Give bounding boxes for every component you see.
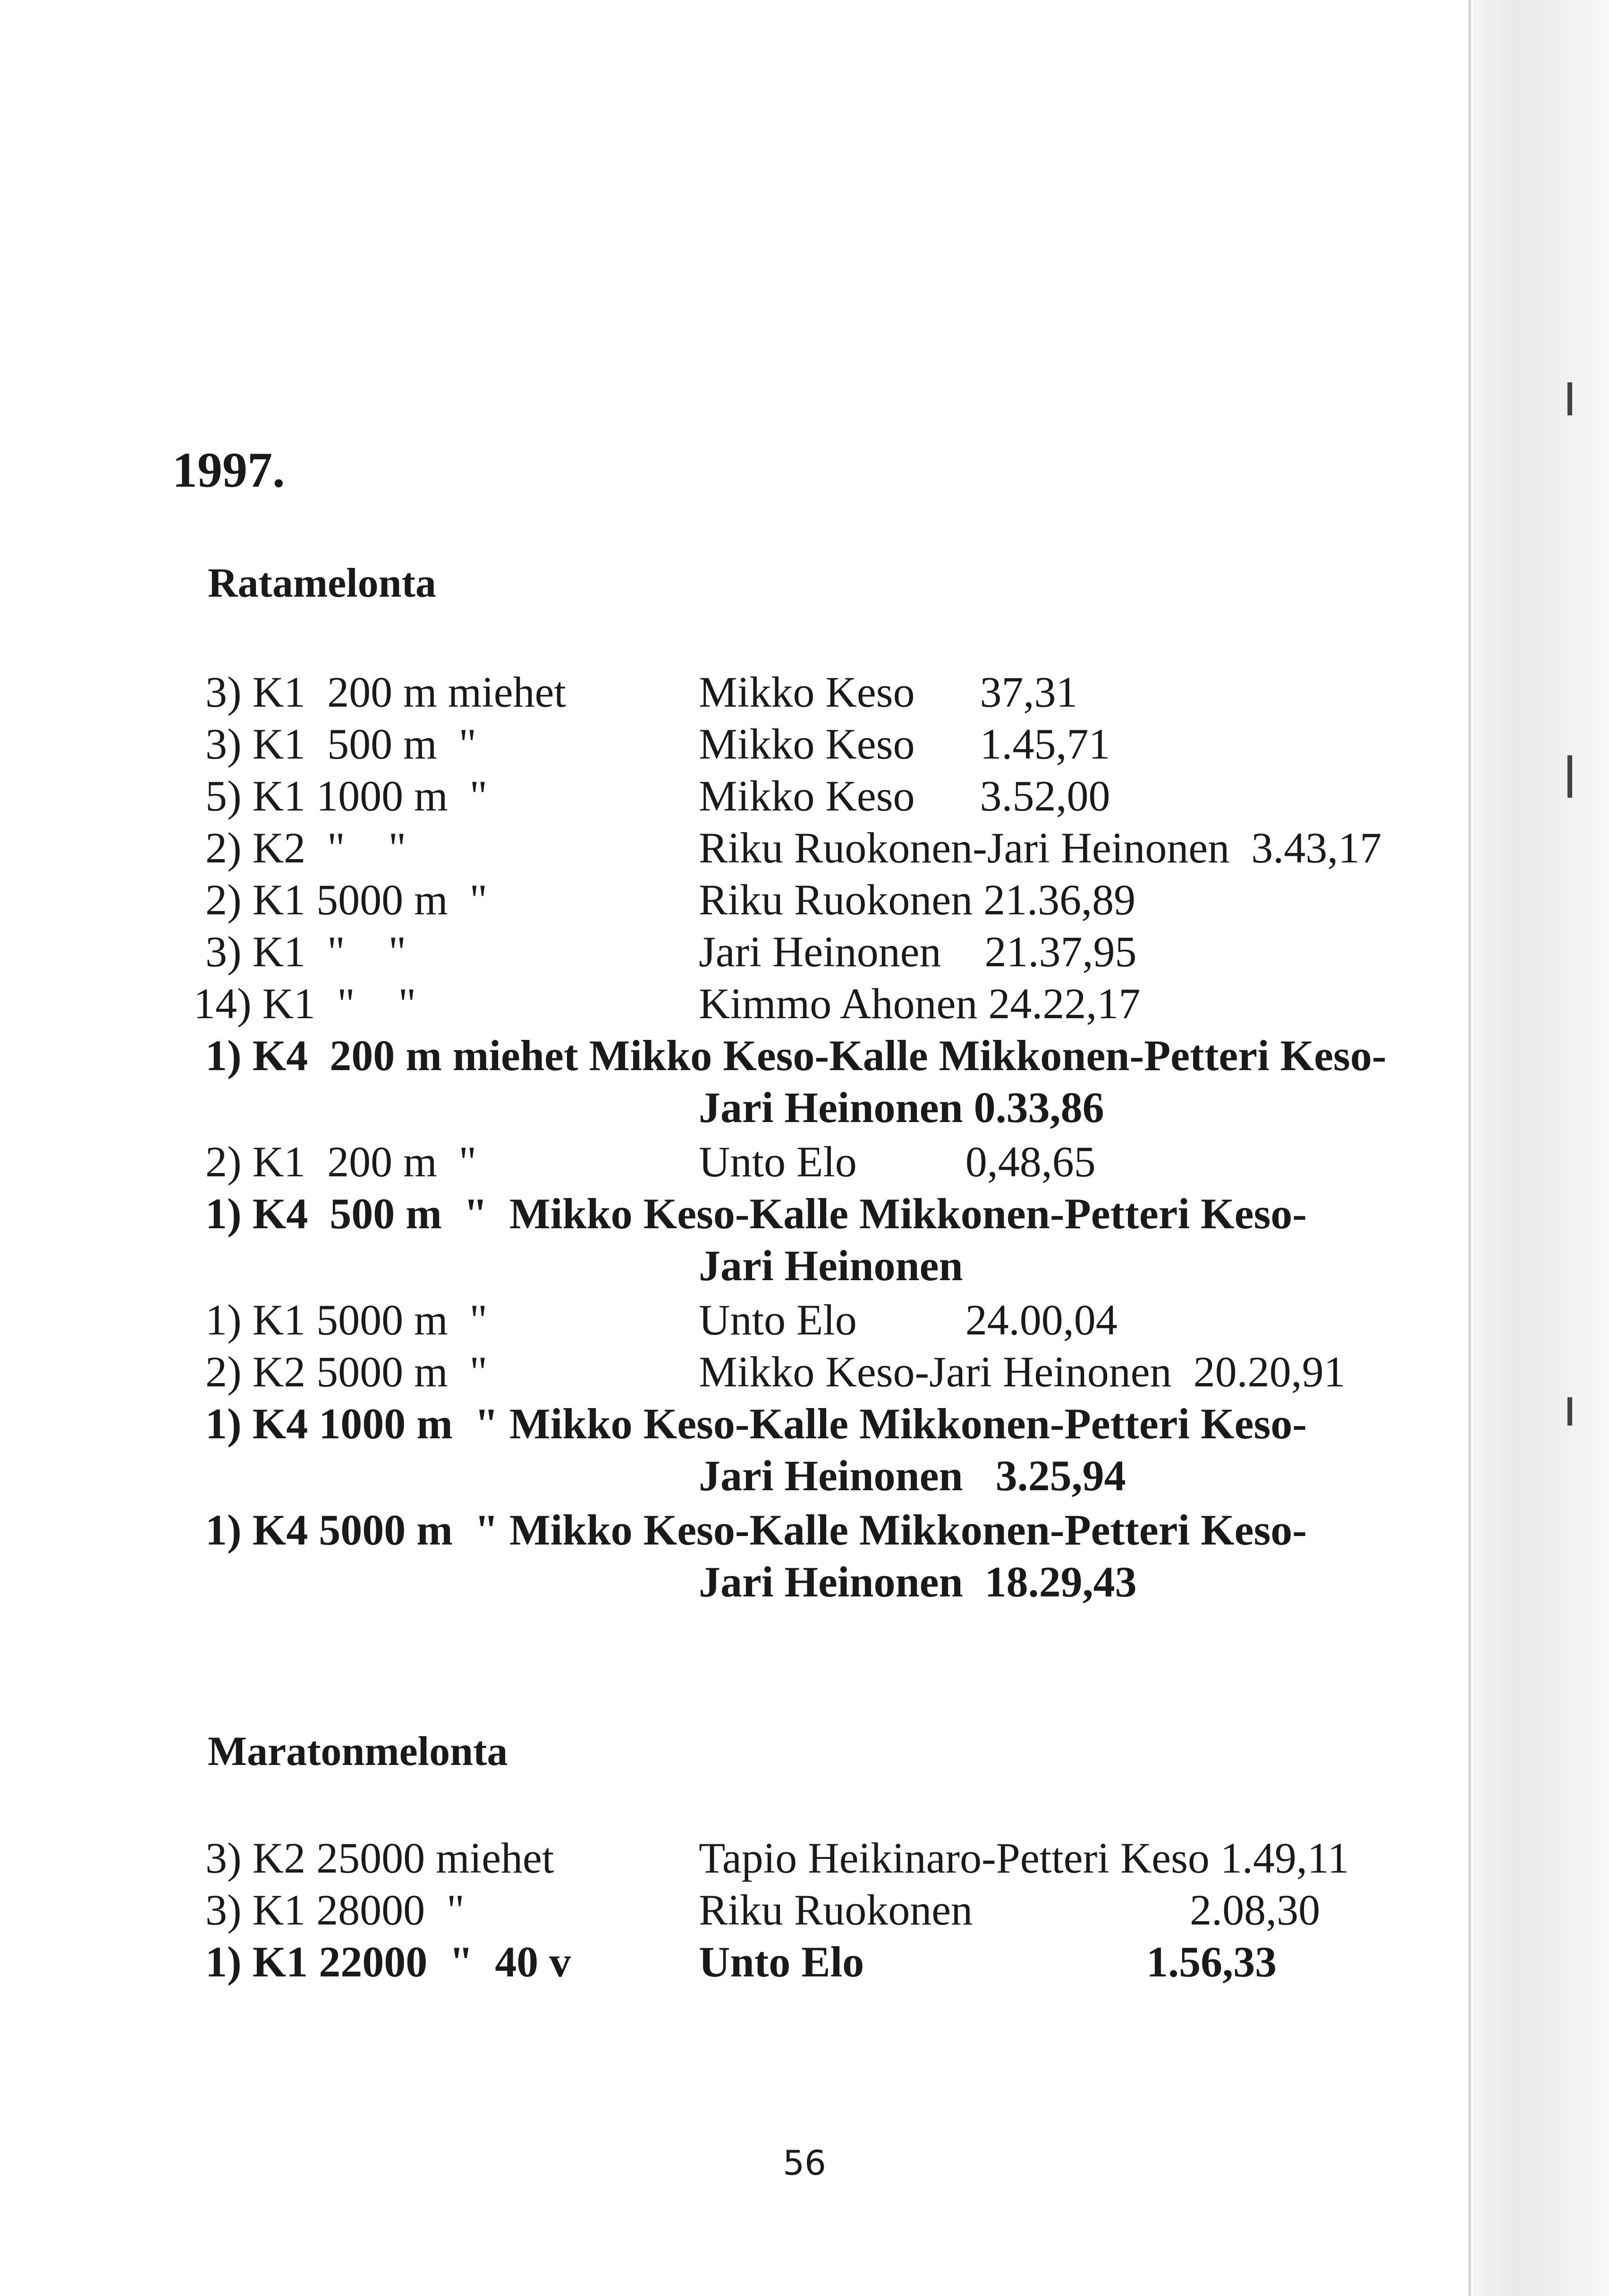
result-event: 2) K1 5000 m " <box>205 876 488 924</box>
result-value: Jari Heinonen 18.29,43 <box>699 1558 1137 1606</box>
result-event: 3) K1 500 m " <box>205 720 477 768</box>
result-value: Jari Heinonen <box>699 1241 963 1290</box>
result-event: 2) K2 " " <box>205 824 406 872</box>
result-event: 1) K1 22000 " 40 v <box>205 1938 571 1986</box>
result-value: Unto Elo 24.00,04 <box>699 1296 1118 1344</box>
result-value: Kimmo Ahonen 24.22,17 <box>699 979 1141 1028</box>
result-value: Mikko Keso 1.45,71 <box>699 720 1110 768</box>
result-event-team: 1) K4 5000 m " Mikko Keso-Kalle Mikkonen-Petteri Keso- <box>205 1506 1307 1554</box>
result-value: Unto Elo 1.56,33 <box>699 1938 1277 1986</box>
result-event-team: 1) K4 500 m " Mikko Keso-Kalle Mikkonen-Petteri Keso- <box>205 1190 1307 1238</box>
result-value: Mikko Keso 37,31 <box>699 668 1078 716</box>
result-value: Mikko Keso 3.52,00 <box>699 772 1110 820</box>
result-event: 3) K2 25000 miehet <box>205 1834 554 1882</box>
result-event: 3) K1 28000 " <box>205 1886 465 1934</box>
document-year-heading: 1997. <box>172 442 285 498</box>
next-page-edge-mark <box>1567 755 1572 798</box>
gutter-fold-line <box>1468 0 1471 2296</box>
next-page-edge-mark <box>1567 382 1572 415</box>
result-event: 5) K1 1000 m " <box>205 772 488 820</box>
result-value: Jari Heinonen 21.37,95 <box>699 928 1137 976</box>
page-number: 56 <box>783 2143 826 2183</box>
next-page-edge-mark <box>1567 1397 1572 1426</box>
result-event: 2) K1 200 m " <box>205 1138 477 1186</box>
result-value: Riku Ruokonen 2.08,30 <box>699 1886 1321 1934</box>
result-event: 2) K2 5000 m " <box>205 1348 488 1396</box>
result-value: Tapio Heikinaro-Petteri Keso 1.49,11 <box>699 1834 1349 1882</box>
result-value: Riku Ruokonen 21.36,89 <box>699 876 1136 924</box>
result-value: Jari Heinonen 3.25,94 <box>699 1452 1126 1500</box>
result-value: Unto Elo 0,48,65 <box>699 1138 1096 1186</box>
result-event: 3) K1 " " <box>205 928 406 976</box>
result-value: Mikko Keso-Jari Heinonen 20.20,91 <box>699 1348 1346 1396</box>
result-event-team: 1) K4 1000 m " Mikko Keso-Kalle Mikkonen-Petteri Keso- <box>205 1400 1307 1448</box>
result-event-team: 1) K4 200 m miehet Mikko Keso-Kalle Mikkonen-Petteri Keso- <box>205 1031 1387 1080</box>
result-event: 3) K1 200 m miehet <box>205 668 566 716</box>
result-value: Jari Heinonen 0.33,86 <box>699 1083 1104 1131</box>
result-value: Riku Ruokonen-Jari Heinonen 3.43,17 <box>699 824 1382 872</box>
result-event: 1) K1 5000 m " <box>205 1296 488 1344</box>
book-gutter <box>1473 0 1609 2296</box>
section-title-ratamelonta: Ratamelonta <box>208 560 436 606</box>
result-event: 14) K1 " " <box>194 979 416 1028</box>
section-title-maratonmelonta: Maratonmelonta <box>208 1729 508 1774</box>
